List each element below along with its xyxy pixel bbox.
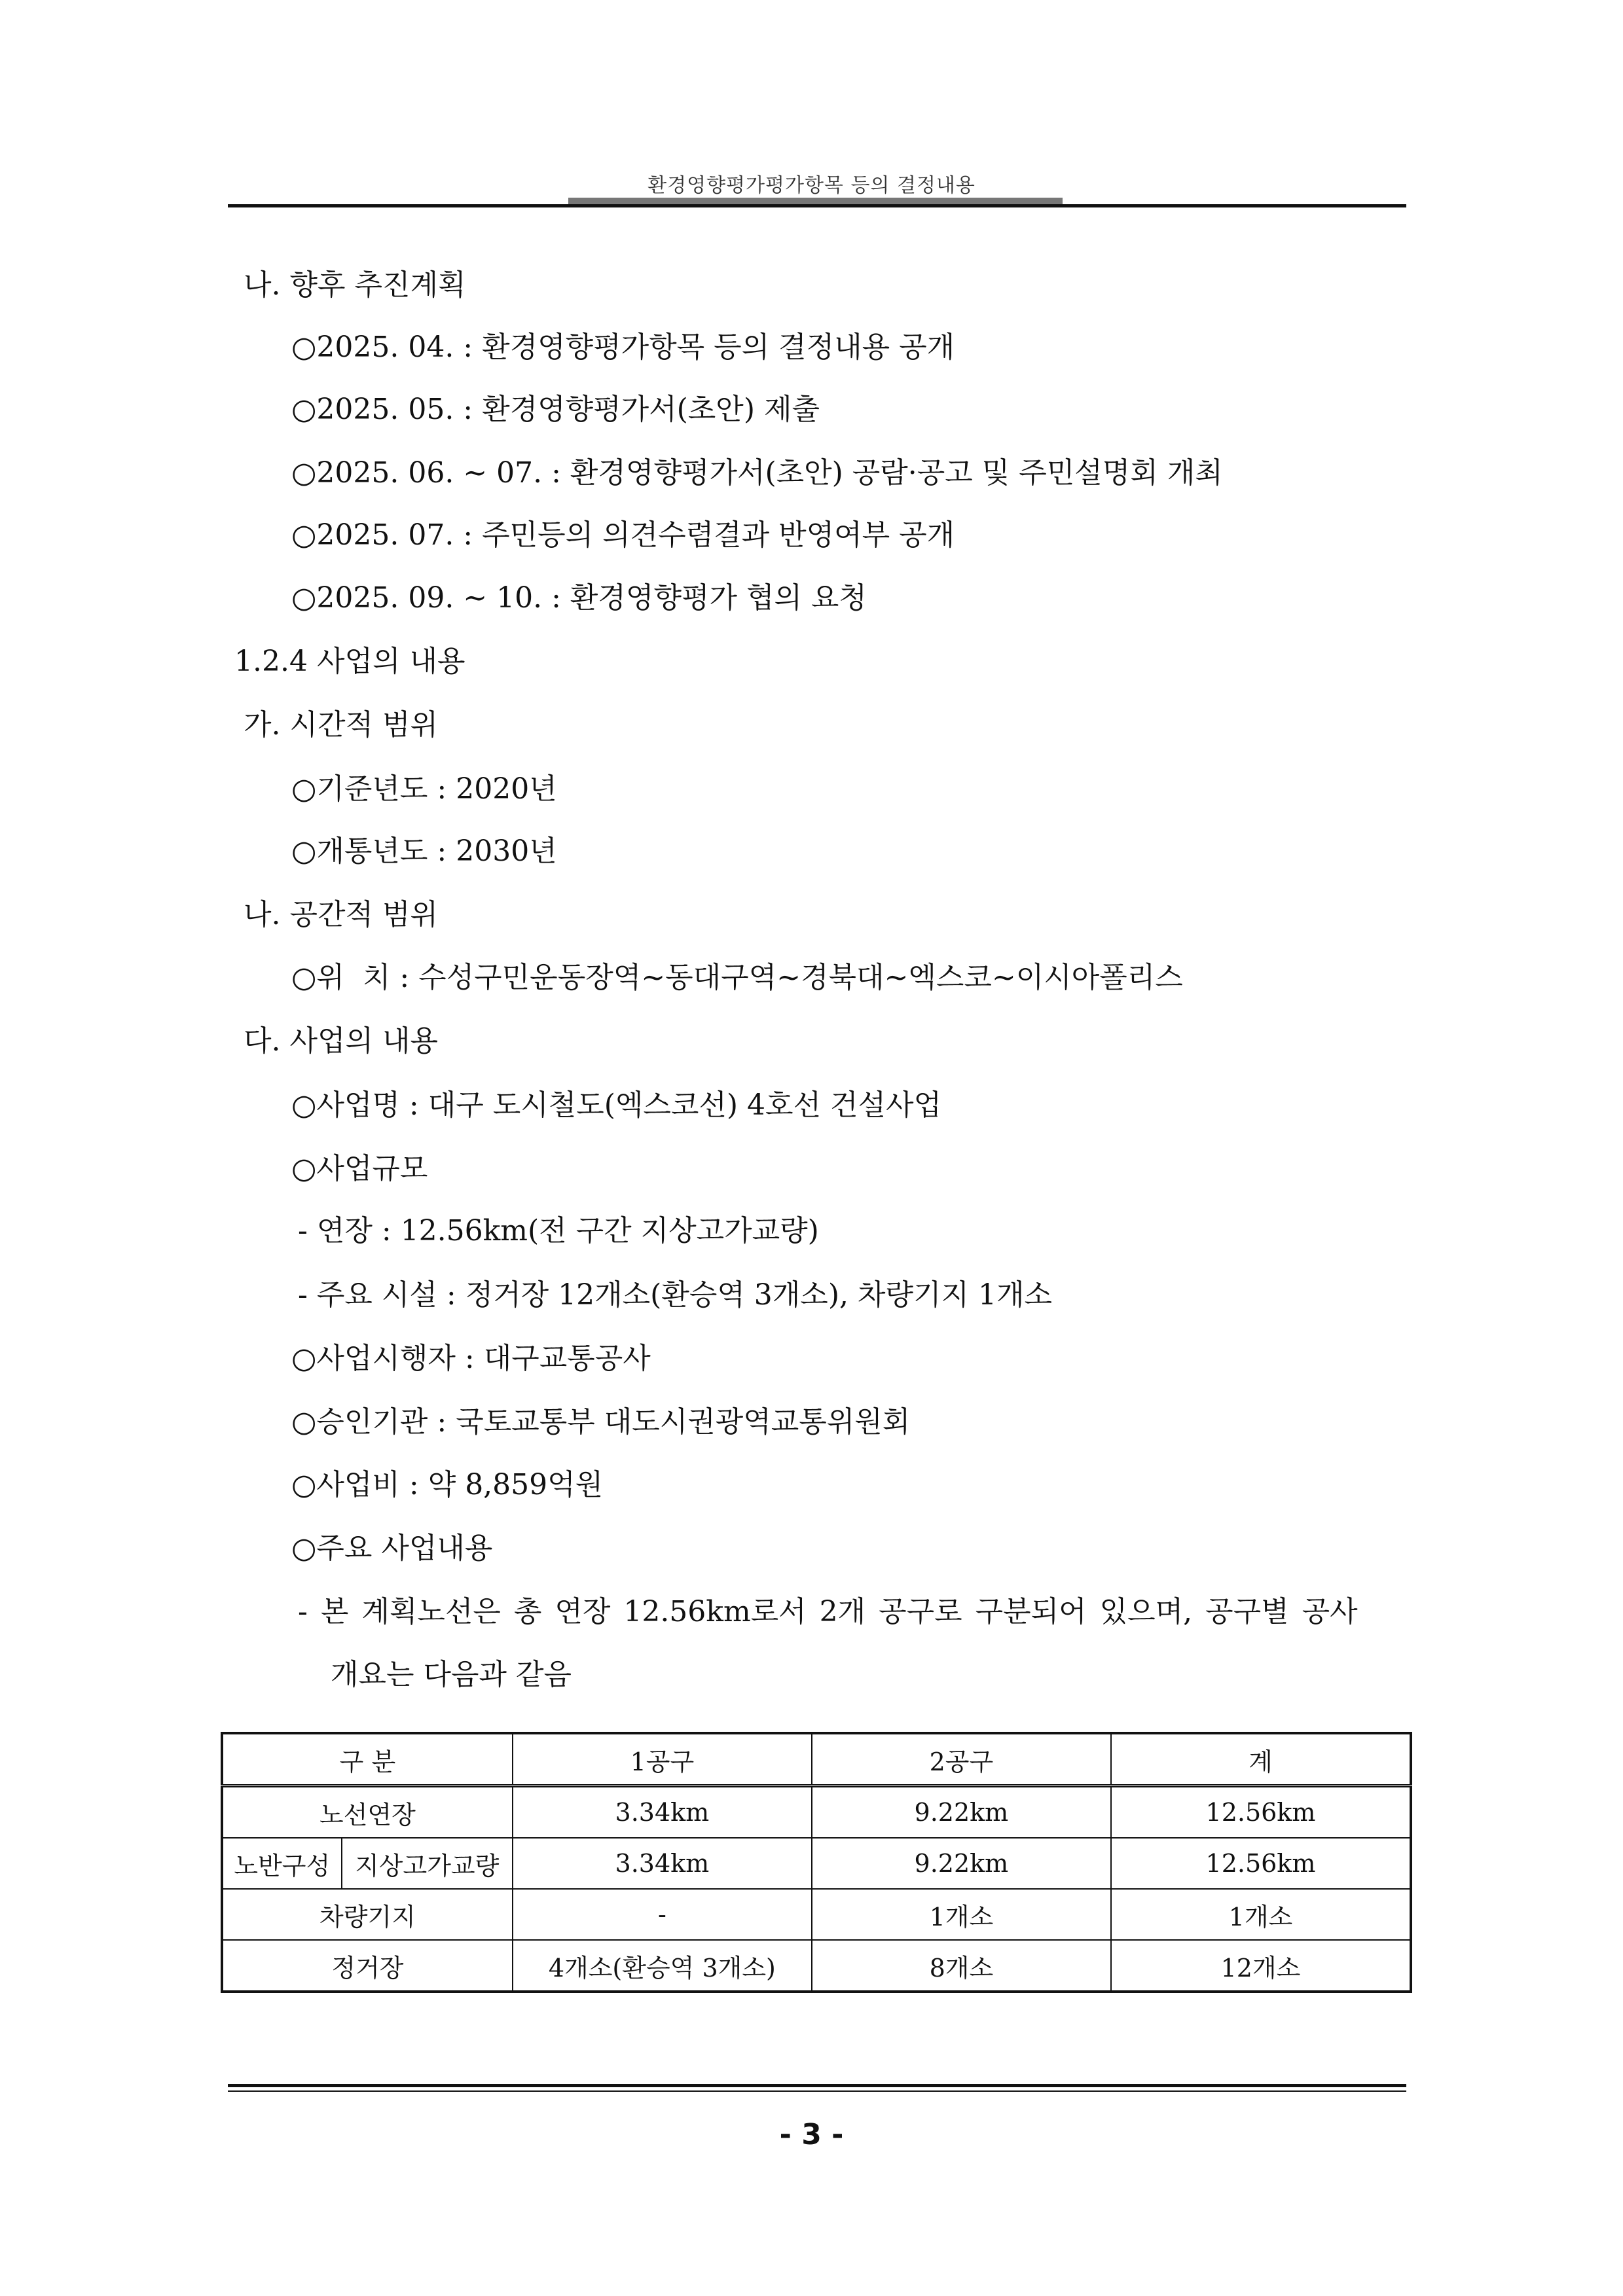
running-header-title: 환경영향평가평가항목 등의 결정내용 [647, 174, 976, 197]
table-cell: 9.22km [812, 1838, 1111, 1889]
list-item: ○사업명 : 대구 도시철도(엑스코선) 4호선 건설사업 [291, 1088, 942, 1122]
table-row [222, 1786, 1411, 1839]
table-row-label: 노선연장 [222, 1786, 513, 1839]
table-row [222, 1838, 1411, 1889]
list-item: ○사업시행자 : 대구교통공사 [291, 1342, 651, 1375]
table-header-cell: 계 [1111, 1733, 1411, 1786]
table-cell: 9.22km [812, 1786, 1111, 1839]
header-rule [228, 204, 1406, 207]
table-header-cell: 2공구 [812, 1733, 1111, 1786]
table-cell: - [513, 1889, 812, 1940]
list-item: ○기준년도 : 2020년 [291, 772, 557, 806]
sub-list-item: - 본 계획노선은 총 연장 12.56km로서 2개 공구로 구분되어 있으며, 공구별 공사 [298, 1595, 1358, 1628]
table-cell: 12.56km [1111, 1786, 1411, 1839]
table-cell: 8개소 [812, 1940, 1111, 1992]
table-cell: 1개소 [1111, 1889, 1411, 1940]
list-item: ○2025. 05. : 환경영향평가서(초안) 제출 [291, 393, 820, 426]
footer-rule-thin [228, 2090, 1406, 2092]
table-cell: 4개소(환승역 3개소) [513, 1940, 812, 1992]
list-item: ○주요 사업내용 [291, 1532, 493, 1565]
table-row [222, 1940, 1411, 1992]
sub-list-item-continuation: 개요는 다음과 같음 [331, 1658, 572, 1691]
section-heading: 1.2.4 사업의 내용 [234, 645, 465, 678]
subsection-heading: 나. 공간적 범위 [244, 898, 438, 931]
table-row-label: 차량기지 [222, 1889, 513, 1940]
table-cell: 3.34km [513, 1786, 812, 1839]
list-item: ○2025. 09. ∼ 10. : 환경영향평가 협의 요청 [291, 581, 867, 615]
list-item: ○사업비 : 약 8,859억원 [291, 1468, 604, 1501]
list-item: ○위 치 : 수성구민운동장역∼동대구역∼경북대∼엑스코∼이시아폴리스 [291, 961, 1183, 994]
list-item: ○승인기관 : 국토교통부 대도시권광역교통위원회 [291, 1405, 911, 1439]
sub-list-item: - 연장 : 12.56km(전 구간 지상고가교량) [298, 1214, 819, 1247]
table-header-cell: 구 분 [222, 1733, 513, 1786]
table-cell: 1개소 [812, 1889, 1111, 1940]
footer-rule [228, 2084, 1406, 2087]
list-item: ○2025. 07. : 주민등의 의견수렴결과 반영여부 공개 [291, 518, 955, 552]
project-overview-table [221, 1732, 1412, 1993]
subsection-heading: 가. 시간적 범위 [244, 708, 438, 742]
table-cell: 12.56km [1111, 1838, 1411, 1889]
table-row-label: 노반구성 [222, 1838, 342, 1889]
subsection-heading: 다. 사업의 내용 [244, 1024, 438, 1058]
list-item: ○사업규모 [291, 1152, 428, 1185]
table-row-sublabel: 지상고가교량 [342, 1838, 513, 1889]
page-number: - 3 - [779, 2118, 844, 2151]
table-header-row [222, 1733, 1411, 1786]
sub-list-item: - 주요 시설 : 정거장 12개소(환승역 3개소), 차량기지 1개소 [298, 1278, 1052, 1312]
table-header-cell: 1공구 [513, 1733, 812, 1786]
table-cell: 3.34km [513, 1838, 812, 1889]
table-row [222, 1889, 1411, 1940]
list-item: ○개통년도 : 2030년 [291, 834, 557, 868]
list-item: ○2025. 06. ∼ 07. : 환경영향평가서(초안) 공람·공고 및 주민설명회 개최 [291, 456, 1223, 490]
table-cell: 12개소 [1111, 1940, 1411, 1992]
table-row-label: 정거장 [222, 1940, 513, 1992]
list-item: ○2025. 04. : 환경영향평가항목 등의 결정내용 공개 [291, 331, 955, 364]
subsection-heading: 나. 향후 추진계획 [244, 268, 466, 302]
